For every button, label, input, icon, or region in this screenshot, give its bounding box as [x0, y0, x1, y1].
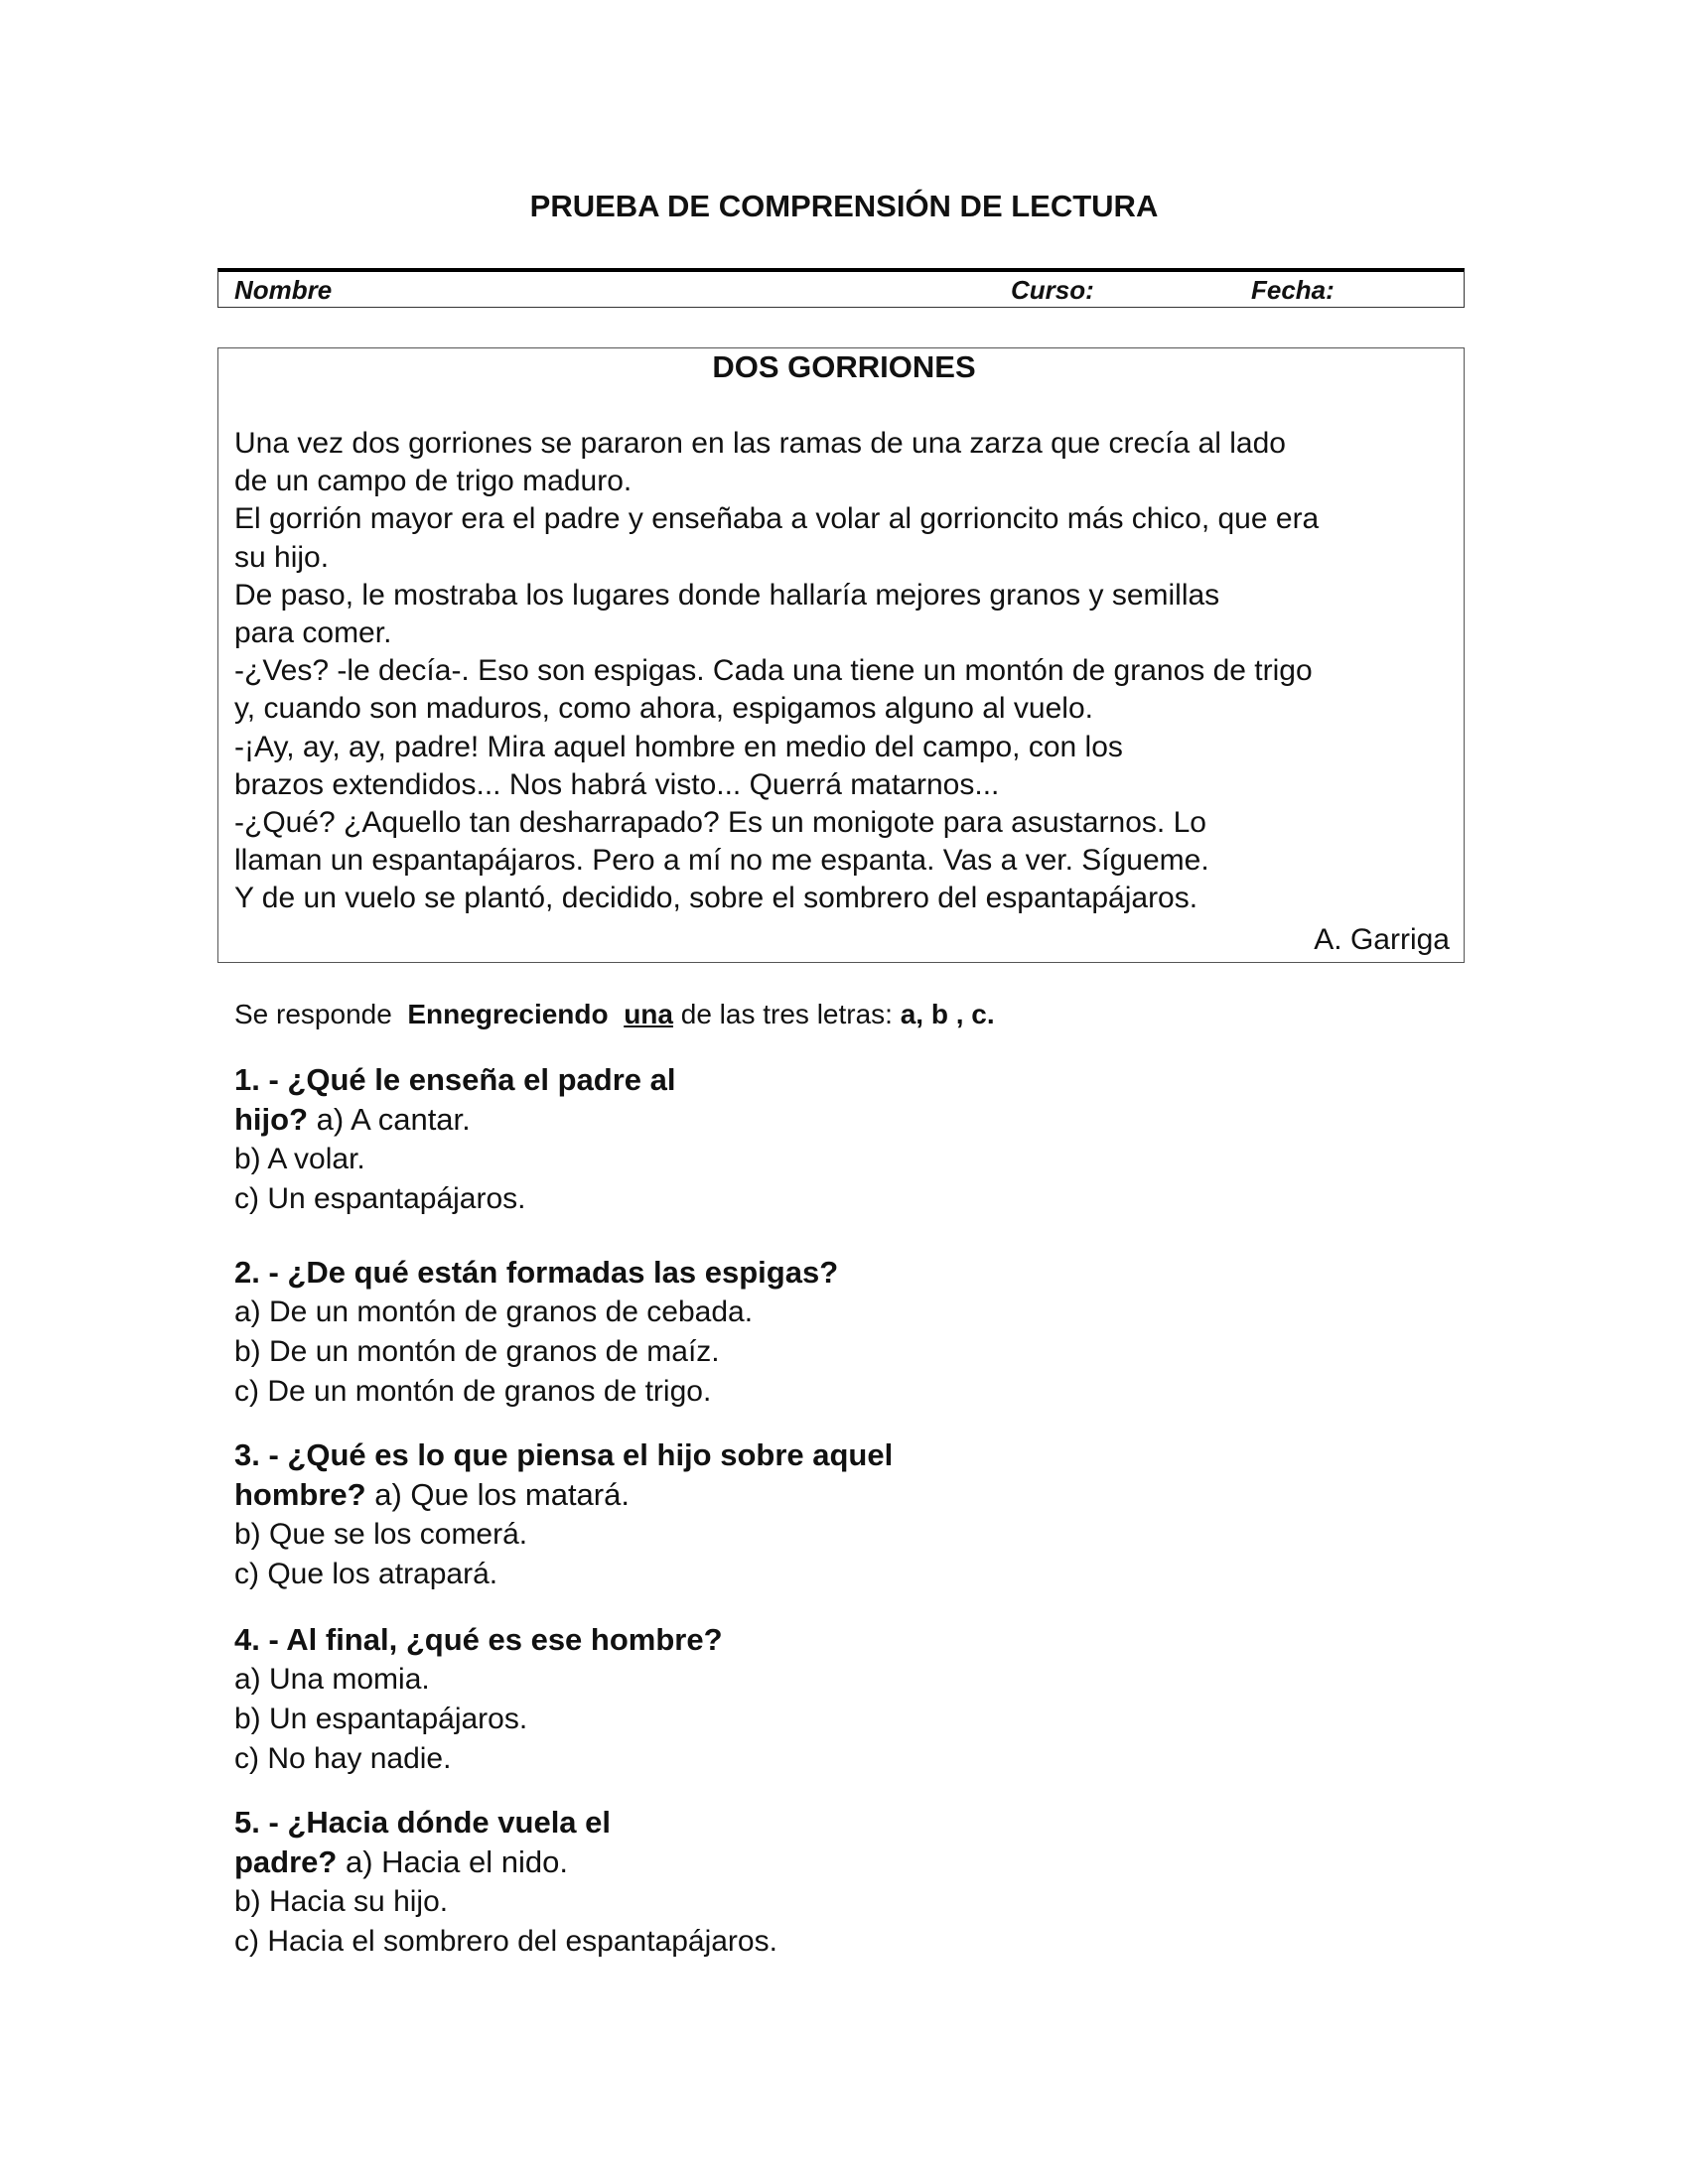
question-5 [234, 1803, 777, 1962]
option-b[interactable]: b) De un montón de granos de maíz. [234, 1335, 720, 1368]
instructions-bold-word: Ennegreciendo [407, 999, 609, 1029]
option-b[interactable]: b) A volar. [234, 1143, 365, 1175]
page-title: PRUEBA DE COMPRENSIÓN DE LECTURA [529, 189, 1159, 223]
option-c[interactable]: c) Un espantapájaros. [234, 1182, 526, 1215]
option-c[interactable]: c) De un montón de granos de trigo. [234, 1375, 712, 1408]
option-c[interactable]: c) Hacia el sombrero del espantapájaros. [234, 1925, 777, 1958]
option-c[interactable]: c) Que los atrapará. [234, 1558, 498, 1590]
option-a[interactable]: a) De un montón de granos de cebada. [234, 1296, 754, 1328]
story-line: De paso, le mostraba los lugares donde hallaría mejores granos y semillas [234, 578, 1220, 612]
question-4 [234, 1620, 723, 1779]
question-title-end: padre? [234, 1844, 338, 1879]
story-line: -¿Qué? ¿Aquello tan desharrapado? Es un monigote para asustarnos. Lo [234, 806, 1206, 840]
question-2 [234, 1253, 838, 1412]
story-line: -¡Ay, ay, ay, padre! Mira aquel hombre en medio del campo, con los [234, 730, 1123, 763]
date-label: Fecha: [1251, 275, 1335, 305]
question-title-end: hombre? [234, 1477, 366, 1512]
story-line: de un campo de trigo maduro. [234, 465, 633, 498]
question-title-continued [234, 1843, 777, 1882]
option-a[interactable]: a) Hacia el nido. [345, 1844, 568, 1879]
instructions-underlined-word: una [624, 999, 673, 1029]
question-title: 1. - ¿Qué le enseña el padre al [234, 1062, 676, 1097]
instructions [234, 999, 995, 1030]
story-title: DOS GORRIONES [712, 349, 976, 384]
option-a[interactable]: a) Que los matará. [374, 1477, 630, 1512]
story-line: El gorrión mayor era el padre y enseñaba a volar al gorrioncito más chico, que era [234, 502, 1320, 536]
question-title: 3. - ¿Qué es lo que piensa el hijo sobre aquel [234, 1437, 894, 1472]
question-1 [234, 1060, 676, 1219]
option-c[interactable]: c) No hay nadie. [234, 1742, 452, 1775]
story-text [234, 425, 1456, 918]
story-author: A. Garriga [1314, 923, 1450, 956]
story-line: -¿Ves? -le decía-. Eso son espigas. Cada una tiene un montón de granos de trigo [234, 654, 1313, 688]
story-line: y, cuando son maduros, como ahora, espigamos alguno al vuelo. [234, 692, 1093, 726]
question-title: 5. - ¿Hacia dónde vuela el [234, 1805, 612, 1840]
story-line: llaman un espantapájaros. Pero a mí no me espanta. Vas a ver. Sígueme. [234, 844, 1209, 878]
question-title-continued [234, 1475, 893, 1515]
question-title-continued [234, 1100, 676, 1140]
question-title: 2. - ¿De qué están formadas las espigas? [234, 1255, 839, 1290]
course-label: Curso: [1011, 275, 1094, 305]
story-line: para comer. [234, 616, 392, 650]
option-a[interactable]: a) A cantar. [316, 1102, 471, 1137]
option-b[interactable]: b) Que se los comerá. [234, 1518, 528, 1551]
question-title: 4. - Al final, ¿qué es ese hombre? [234, 1622, 723, 1657]
story-line: Una vez dos gorriones se pararon en las ramas de una zarza que crecía al lado [234, 427, 1286, 460]
student-info-box [217, 268, 1465, 308]
option-b[interactable]: b) Hacia su hijo. [234, 1885, 449, 1918]
instructions-letters: a, b , c. [892, 999, 995, 1029]
option-b[interactable]: b) Un espantapájaros. [234, 1703, 528, 1735]
name-label: Nombre [234, 275, 333, 305]
story-line: brazos extendidos... Nos habrá visto... Querrá matarnos... [234, 767, 1000, 801]
option-a[interactable]: a) Una momia. [234, 1663, 430, 1696]
question-title-end: hijo? [234, 1102, 309, 1137]
story-line: su hijo. [234, 540, 330, 574]
instructions-middle: de las tres letras: [680, 999, 893, 1029]
story-line: Y de un vuelo se plantó, decidido, sobre el sombrero del espantapájaros. [234, 882, 1198, 915]
question-3 [234, 1435, 893, 1594]
instructions-prefix: Se responde [234, 999, 392, 1029]
